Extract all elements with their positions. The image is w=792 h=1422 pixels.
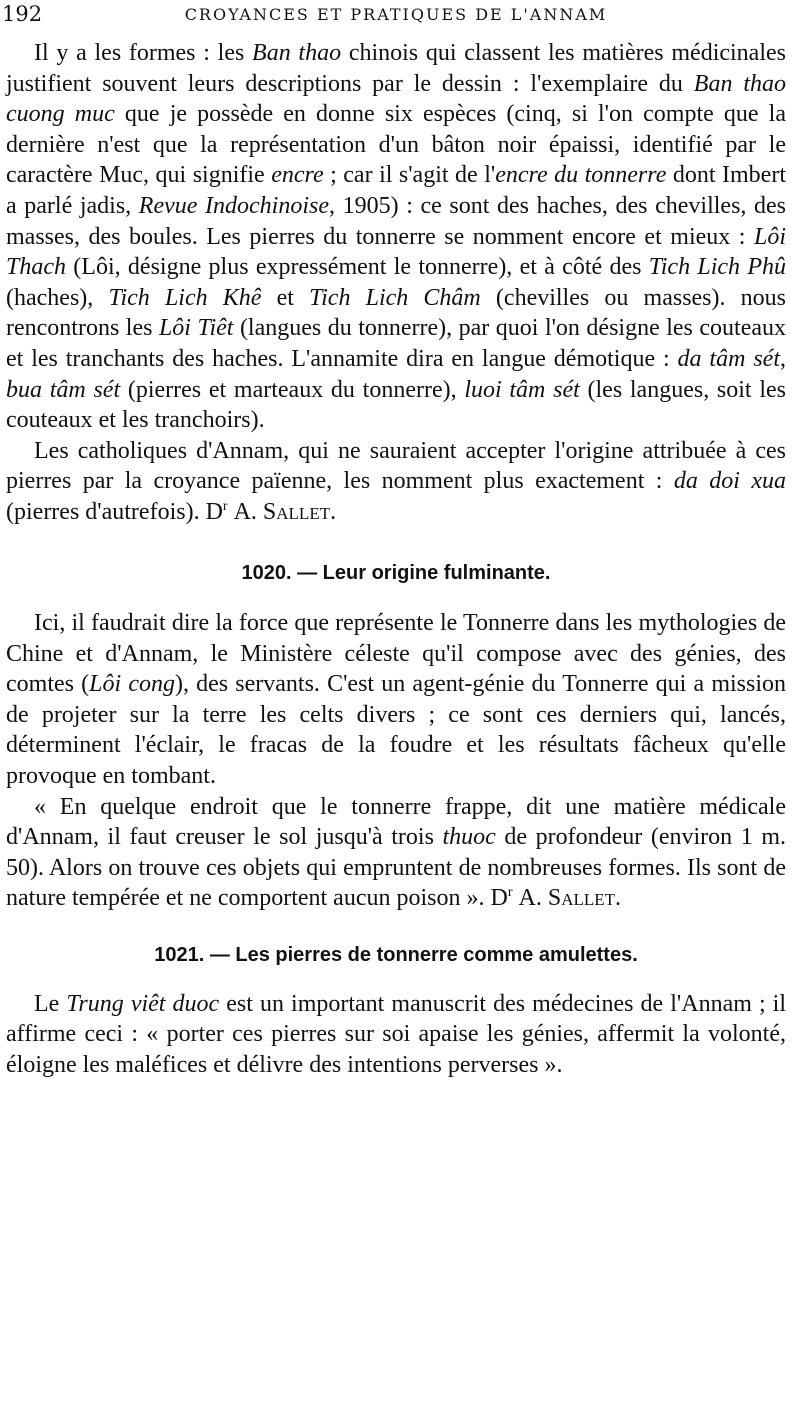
text-run: Il y a les formes : les [34,40,253,66]
italic-term: luoi tâm sét [464,376,580,403]
page-number: 192 [2,2,43,26]
italic-term: Trung viêt duoc [66,990,220,1017]
paragraph [6,436,786,528]
italic-term: Tich Lich Phû [648,254,786,281]
text-run: est un important manuscrit des médecines de l'Annam ; il affirme ceci : « porter ces pierres sur soi apaise les génies, affermit la volonté, éloigne les maléfices et délivre des intentions perverses ». [6,990,787,1078]
signature: $D^r$ A. Sallet. [490,885,622,912]
body-text [6,38,786,1080]
italic-term: Lôi cong [89,671,175,698]
paragraph [6,38,786,436]
text-run: chinois qui classent les matières médicinales justifient souvent leurs descriptions par le dessin : l'exemplaire du [6,40,786,97]
text-run: (pierres et marteaux du tonnerre), [120,376,465,403]
italic-term: thuoc [442,824,496,851]
text-run: , [780,345,786,372]
text-run: « En quelque endroit que le tonnerre frappe, dit une matière médicale d'Annam, il faut creuser le sol jusqu'à trois [6,793,786,851]
signature: $D^r$ A. Sallet. [205,498,337,525]
running-head [0,2,792,28]
section-heading: 1021. — Les pierres de tonnerre comme amulettes. [154,944,638,967]
italic-term: Tich Lich Châm [309,284,481,311]
text-run: que je possède en donne six espèces (cinq, si l'on compte que la dernière n'est que la représentation d'un bâton noir épaissi, identifié par le caractère Muc, qui signifie [6,101,787,189]
paragraph [6,989,786,1081]
paragraph [6,608,786,792]
italic-term: encre du tonnerre [495,162,667,189]
text-run: Le [34,990,67,1017]
italic-term: Lôi Thach [6,223,786,281]
italic-term: Ban thao cuong muc [6,70,787,128]
text-run: (pierres d'autrefois). [6,498,206,525]
text-run: Les catholiques d'Annam, qui ne sauraient accepter l'origine attribuée à ces pierres par la croyance païenne, les nomment plus exactement : [6,437,786,495]
text-run: (les langues, soit les couteaux et les tranchoirs). [6,376,786,434]
text-run: (haches), [6,284,109,311]
text-run: (langues du tonnerre), par quoi l'on désigne les couteaux et les tranchants des haches. L'annamite dira en langue démotique : [6,315,786,372]
italic-term: Tich Lich Khê [108,284,262,311]
italic-term: bua tâm sét [6,376,121,403]
italic-term: Lôi Tiêt [158,315,234,342]
text-run: ), des servants. C'est un agent-génie du Tonnerre qui a mission de projeter sur la terre les celts divers ; ce sont ces derniers qui, lancés, déterminent l'éclair, le fracas de la foudre et les résultats fâcheux qu'elle provoque en tombant. [6,671,787,790]
text-run: (Lôi, désigne plus expressément le tonnerre), et à côté des [66,254,649,281]
text-run: , 1905) : ce sont des haches, des chevilles, des masses, des boules. Les pierres du tonnerre se nomment encore et mieux : [6,192,787,250]
running-title: CROYANCES ET PRATIQUES DE L'ANNAM [184,5,608,24]
text-run: ; car il s'agit de l' [323,162,496,189]
section-heading: 1020. — Leur origine fulminante. [241,561,551,584]
text-run: de profondeur (environ 1 m. 50). Alors on trouve ces objets qui empruntent de nombreuses formes. Ils sont de nature tempérée et ne comportent aucun poison ». [6,824,786,912]
italic-term: da tâm sét [677,345,780,372]
paragraph [6,792,786,914]
text-run: et [261,284,310,311]
italic-term: encre [271,162,324,189]
text-run: Ici, il faudrait dire la force que représente le Tonnerre dans les mythologies de Chine et d'Annam, le Ministère céleste qu'il compose avec des génies, des comtes ( [6,610,786,698]
italic-term: Ban thao [252,40,342,66]
italic-term: Revue Indochinoise [138,192,329,219]
italic-term: da doi xua [673,468,786,495]
text-run: (chevilles ou masses). nous rencontrons les [6,284,787,342]
text-run: dont Imbert a parlé jadis, [6,162,786,219]
